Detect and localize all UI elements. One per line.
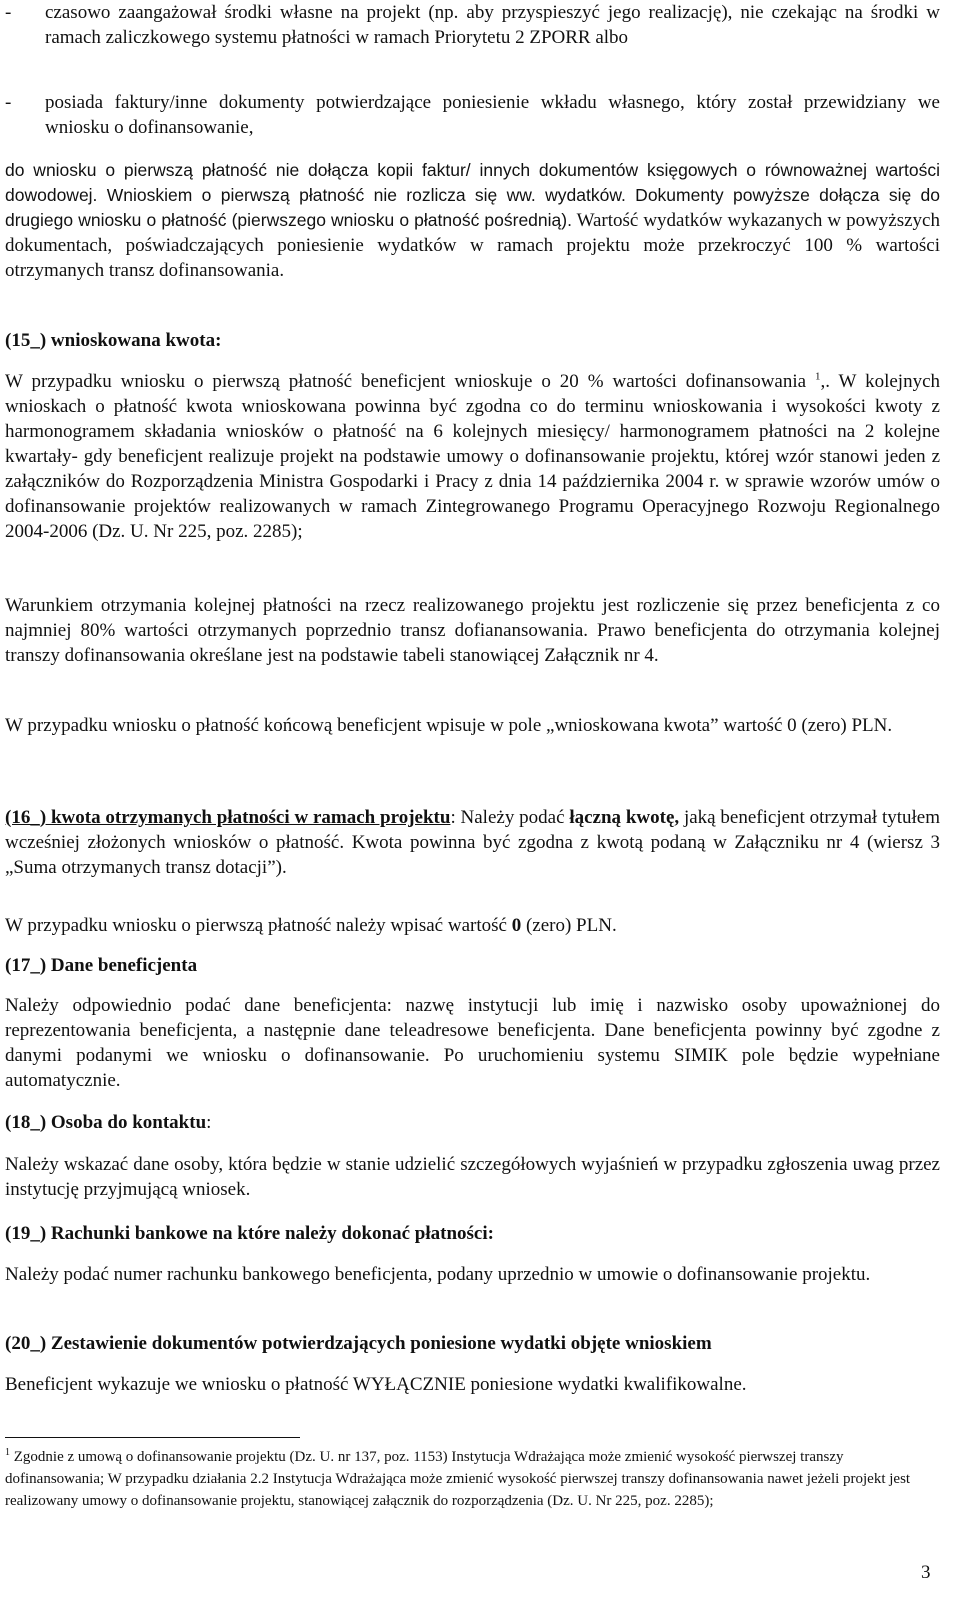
- footnote-divider: [5, 1437, 300, 1438]
- bullet-item: [5, 0, 940, 50]
- section-20-heading: (20_) Zestawienie dokumentów potwierdzających poniesione wydatki objęte wnioskiem: [5, 1333, 712, 1354]
- footnote-number: 1: [5, 1447, 10, 1458]
- bullet-item: [5, 90, 940, 140]
- section-15-paragraph-1: W przypadku wniosku o pierwszą płatność beneficjent wnioskuje o 20 % wartości dofinansowania $^1$,. W kolejnych wnioskach o płatność kwota wnioskowana powinna być zgodna co do terminu wnioskowania i wysokości kwoty z harmonogramem składania wniosków o płatność na 6 kolejnych miesięcy/ harmonogramem płatności na 2 kolejne kwartały- gdy beneficjent realizuje projekt na podstawie umowy o dofinansowanie projektu, której wzór stanowi jeden z załączników do Rozporządzenia Ministra Gospodarki i Pracy z dnia 14 października 2004 r. w sprawie wzorów umów o dofinansowanie projektów realizowanych w ramach Zintegrowanego Programu Operacyjnego Rozwoju Regionalnego 2004-2006 (Dz. U. Nr 225, poz. 2285);: [5, 370, 940, 542]
- section-15-heading: (15_) wnioskowana kwota:: [5, 330, 222, 351]
- section-17-paragraph: Należy odpowiednio podać dane beneficjenta: nazwę instytucji lub imię i nazwisko osoby upoważnionej do reprezentowania beneficjenta, a następnie dane teleadresowe beneficjenta. Dane beneficjenta powinny być zgodne z danymi podanymi we wniosku o dofinansowanie. Po uruchomieniu systemu SIMIK pole będzie wypełniane automatycznie.: [5, 995, 940, 1091]
- section-16-paragraph-1: (16_) kwota otrzymanych płatności w ramach projektu: Należy podać łączną kwotę, jaką beneficjent otrzymał tytułem wcześniej złożonych wniosków o płatność. Kwota powinna być zgodna z kwotą podaną w Załączniku nr 4 (wiersz 3 „Suma otrzymanych transz dotacji”).: [5, 807, 941, 878]
- footnote-ref: 1: [814, 370, 821, 383]
- section-15-paragraph-3: W przypadku wniosku o płatność końcową beneficjent wpisuje w pole „wnioskowana kwota” wartość 0 (zero) PLN.: [5, 715, 893, 736]
- section-16-heading: (16_) kwota otrzymanych płatności w ramach projektu: [5, 807, 451, 828]
- section-18-paragraph: Należy wskazać dane osoby, która będzie w stanie udzielić szczegółowych wyjaśnień w przypadku zgłoszenia uwag przez instytucję przyjmującą wniosek.: [5, 1154, 940, 1200]
- section-15-paragraph-2: Warunkiem otrzymania kolejnej płatności na rzecz realizowanego projektu jest rozliczenie się przez beneficjenta z co najmniej 80% wartości otrzymanych poprzednio transz dofianansowania. Prawo beneficjenta do otrzymania kolejnej transzy dofinansowania określane jest na podstawie tabeli stanowiącej Załącznik nr 4.: [5, 595, 940, 666]
- bullet-text: czasowo zaangażował środki własne na projekt (np. aby przyspieszyć jego realizację), nie czekając na środki w ramach zaliczkowego systemu płatności w ramach Priorytetu 2 ZPORR albo: [45, 2, 940, 48]
- section-16-paragraph-2: W przypadku wniosku o pierwszą płatność należy wpisać wartość 0 (zero) PLN.: [5, 915, 617, 936]
- section-20-paragraph: Beneficjent wykazuje we wniosku o płatność WYŁĄCZNIE poniesione wydatki kwalifikowalne.: [5, 1374, 747, 1395]
- section-18-heading: (18_) Osoba do kontaktu: [5, 1112, 207, 1133]
- page-number: 3: [921, 1562, 931, 1583]
- section-19-heading: (19_) Rachunki bankowe na które należy dokonać płatności:: [5, 1223, 494, 1244]
- footnote-text: Zgodnie z umową o dofinansowanie projektu (Dz. U. nr 137, poz. 1153) Instytucja Wdrażająca może zmienić wysokość pierwszej transzy dofinansowania; W przypadku działania 2.2 Instytucja Wdrażająca może zmienić wysokość pierwszej transzy dofinansowania nawet jeżeli projekt jest realizowany umowy o dofinansowanie projektu, stanowiącej załącznik do rozporządzenia (Dz. U. Nr 225, poz. 2285);: [5, 1449, 911, 1509]
- section-19-paragraph: Należy podać numer rachunku bankowego beneficjenta, podany uprzednio w umowie o dofinansowanie projektu.: [5, 1264, 871, 1285]
- section-17-heading: (17_) Dane beneficjenta: [5, 955, 198, 976]
- bullet-text: posiada faktury/inne dokumenty potwierdzające poniesienie wkładu własnego, który został przewidziany we wniosku o dofinansowanie,: [45, 92, 940, 138]
- bullet-dash: -: [5, 92, 12, 113]
- intro-paragraph-sans: do wniosku o pierwszą płatność nie dołącza kopii faktur/ innych dokumentów księgowych o równoważnej wartości dowodowej. Wnioskiem o pierwszą płatność nie rozlicza się ww. wydatków. Dokumenty powyższe dołącza się do drugiego wniosku o płatność (pierwszego wniosku o płatność pośrednią).: [5, 160, 940, 230]
- footnote: [5, 1446, 940, 1512]
- intro-paragraph-serif: Wartość wydatków wykazanych w powyższych dokumentach, poświadczających poniesienie wydatków w ramach projektu może przekroczyć 100 % wartości otrzymanych transz dofinansowania.: [5, 210, 940, 281]
- bullet-dash: -: [5, 2, 12, 23]
- intro-paragraph: [5, 158, 940, 283]
- section-18-heading-line: (18_) Osoba do kontaktu:: [5, 1112, 212, 1133]
